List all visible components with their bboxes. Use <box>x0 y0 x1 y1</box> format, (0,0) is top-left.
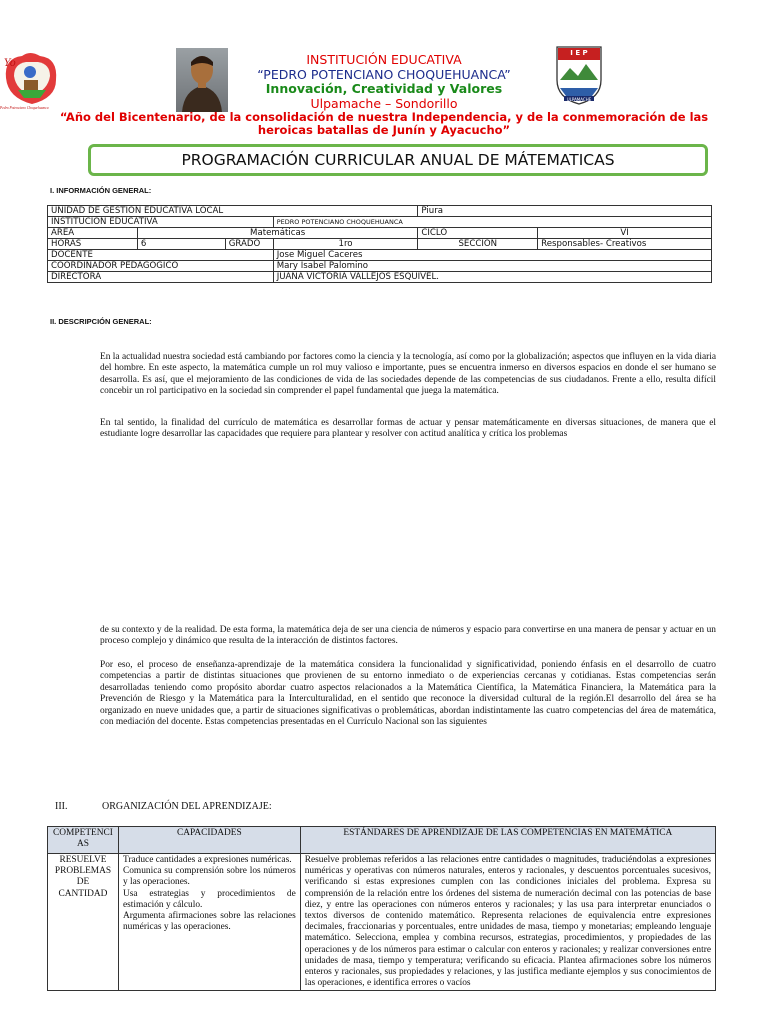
school-location: Ulpamache – Sondorillo <box>310 96 458 111</box>
ciclo-value: VI <box>538 228 712 239</box>
institution-label: INSTITUCIÓN EDUCATIVA <box>306 52 462 67</box>
ie-value: PEDRO POTENCIANO CHOQUEHUANCA <box>273 217 711 228</box>
right-logo-caption: ULPAMACHE <box>566 97 592 102</box>
competencies-table <box>47 826 716 991</box>
table-row <box>48 261 712 272</box>
table-row <box>48 250 712 261</box>
year-motto-line-1: “Año del Bicentenario, de la consolidación de nuestra Independencia, y de la conmemoración de las <box>59 110 709 124</box>
description-paragraph-3: de su contexto y de la realidad. De esta forma, la matemática deja de ser una ciencia de números y espacio para convertirse en una manera de pensar y actuar en un proceso complejo y dinámico que resulta de la interacción de distintos factores. <box>100 625 716 647</box>
seccion-label: SECCIÓN <box>418 239 538 250</box>
capacidad-item: Argumenta afirmaciones sobre las relaciones numéricas y las operaciones. <box>122 911 296 933</box>
document-title <box>88 144 708 176</box>
year-motto-line-2: heroicas batallas de Junín y Ayacucho” <box>257 123 511 137</box>
ugel-label: UNIDAD DE GESTIÓN EDUCATIVA LOCAL <box>48 206 418 217</box>
seccion-value: Responsables- Creativos <box>538 239 712 250</box>
document-title-text: PROGRAMACIÓN CURRICULAR ANUAL DE MÁTEMATICAS <box>181 151 615 169</box>
horas-value: 6 <box>137 239 225 250</box>
capacidad-item: Traduce cantidades a expresiones numéricas. <box>122 855 292 865</box>
coordinador-label: COORDINADOR PEDAGOGICO <box>48 261 274 272</box>
section-3-heading: ORGANIZACIÓN DEL APRENDIZAJE: <box>102 801 272 812</box>
capacidad-item: Usa estrategias y procedimientos de estimación y cálculo. <box>122 888 296 910</box>
table-row <box>48 217 712 228</box>
description-paragraph-2: En tal sentido, la finalidad del currículo de matemática es desarrollar formas de actuar y pensar matemáticamente en diversas situaciones, de manera que el estudiante logre desarrollar las capacidades que requiere para plantear y resolver con actitud analítica y crítica los problemas <box>100 418 716 440</box>
grado-value: 1ro <box>273 239 418 250</box>
table-header-row <box>48 827 716 854</box>
capacidad-item: Comunica su comprensión sobre los números y las operaciones. <box>122 866 296 888</box>
grado-label: GRADO <box>225 239 273 250</box>
left-logo-caption: Pedro Potenciano Choquehuanca <box>0 106 49 110</box>
coordinador-value: Mary Isabel Palomino <box>273 261 711 272</box>
section-2-heading: II. DESCRIPCIÓN GENERAL: <box>50 317 152 326</box>
column-header-competencias: COMPETENCIAS <box>48 827 119 854</box>
directora-value: JUANA VICTORIA VALLEJOS ESQUIVEL. <box>273 272 711 283</box>
school-motto: Innovación, Creatividad y Valores <box>265 81 503 96</box>
section-3-number: III. <box>55 801 68 812</box>
right-logo-letters: I E P <box>570 49 588 57</box>
general-info-table <box>47 205 712 283</box>
area-value: Matemáticas <box>137 228 417 239</box>
description-paragraph-4: Por eso, el proceso de enseñanza-aprendizaje de la matemática considera la funcionalidad y significatividad, poniendo énfasis en el desarrollo de cuatro competencias a partir de distintas situaciones que provienen de su entorno inmediato o de experiencias cercanas y cotidianas. Estas competencias serán desarrolladas teniendo como propósito abordar cuatro aspectos relacionados a la Matemática Científica, la Matemática Financiera, la Matemática para la Prevención de Riesgo y la Matemática para la Interculturalidad, en el sentido que reconoce la diversidad cultural de la región.El desarrollo del área se ha organizado en nueve unidades que, a partir de situaciones significativas o problemáticas, abordan indistintamente las cuatro competencias del área de matemática, con mediación del docente. Estas competencias presentadas en el Currículo Nacional son las siguientes <box>100 660 716 728</box>
competencia-cell: RESUELVE PROBLEMAS DE CANTIDAD <box>48 854 119 991</box>
horas-label: HORAS <box>48 239 138 250</box>
table-row <box>48 228 712 239</box>
column-header-estandares: ESTÁNDARES DE APRENDIZAJE DE LAS COMPETENCIAS EN MATEMÁTICA <box>300 827 715 854</box>
docente-value: Jose Miguel Caceres <box>273 250 711 261</box>
school-name: “PEDRO POTENCIANO CHOQUEHUANCA” <box>257 67 511 82</box>
capacidades-cell <box>118 854 300 991</box>
ugel-value: Piura <box>418 206 712 217</box>
estandar-cell: Resuelve problemas referidos a las relaciones entre cantidades o magnitudes, traduciéndolas a expresiones numéricas y operativas con números naturales, enteros y racionales, y descuentos porcentuales sucesivos, verificando si estas expresiones cumplen con las condiciones iniciales del problema. Expresa su comprensión de la relación entre los órdenes del sistema de numeración decimal con las potencias de base diez, y entre las operaciones con números enteros y racionales; y las usa para interpretar enunciados o textos diversos de contenido matemático. Representa relaciones de equivalencia entre expresiones decimales, fraccionarias y porcentuales, entre unidades de masa, tiempo y monetarias; empleando lenguaje matemático. Selecciona, emplea y combina recursos, estrategias, procedimientos, y propiedades de las operaciones y de los números para estimar o calcular con enteros y racionales; y realizar conversiones entre unidades de masa, tiempo y temperatura; verificando su eficacia. Plantea afirmaciones sobre los números enteros y racionales, sus propiedades y relaciones, y las justifica mediante ejemplos y sus conocimientos de las operaciones, e identifica errores o vacíos <box>300 854 715 991</box>
description-paragraph-1: En la actualidad nuestra sociedad está cambiando por factores como la ciencia y la tecnología, así como por la globalización; aspectos que influyen en la vida diaria del hombre. En este aspecto, la matemática cumple un rol muy valioso e importante, pues se encuentra inmerso en diversos espacios en donde el ser humano se desarrolla. Es así, que el mejoramiento de las condiciones de vida de las sociedades depende de las competencias de sus ciudadanos. Frente a ello, resulta difícil concebir un rol participativo en la sociedad sin comprender el papel fundamental que juega la matemática. <box>100 352 716 397</box>
directora-label: DIRECTORA <box>48 272 274 283</box>
column-header-capacidades: CAPACIDADES <box>118 827 300 854</box>
svg-text:Yo: Yo <box>4 58 16 69</box>
area-label: ÁREA <box>48 228 138 239</box>
table-row <box>48 239 712 250</box>
table-row <box>48 854 716 991</box>
section-1-heading: I. INFORMACIÓN GENERAL: <box>50 186 152 195</box>
ciclo-label: CICLO <box>418 228 538 239</box>
ie-label: INSTITUCION EDUCATIVA <box>48 217 274 228</box>
table-row <box>48 206 712 217</box>
table-row <box>48 272 712 283</box>
docente-label: DOCENTE <box>48 250 274 261</box>
